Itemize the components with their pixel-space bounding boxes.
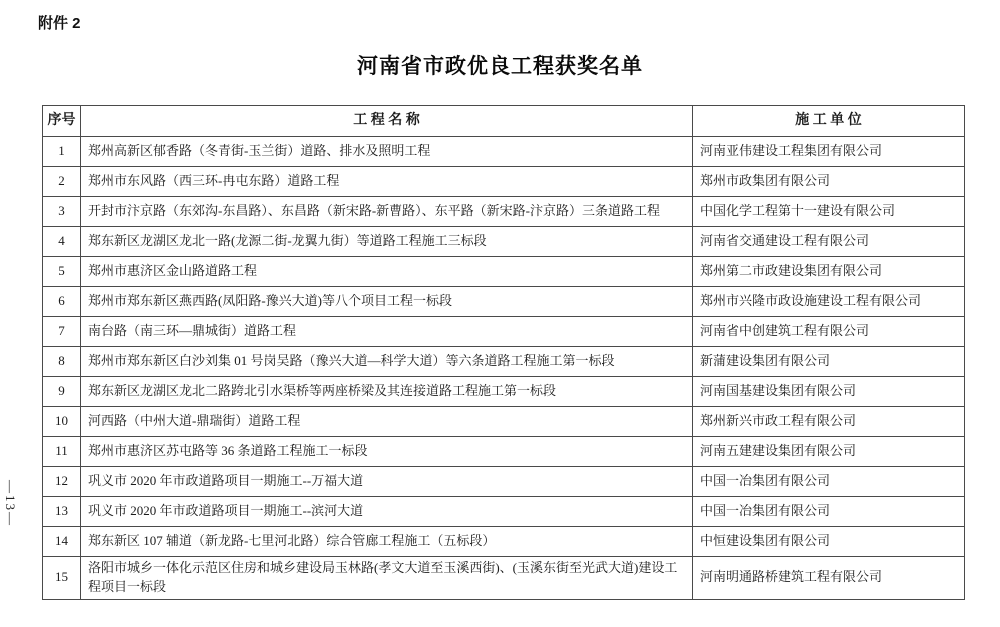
company-name: 河南省中创建筑工程有限公司 [693, 317, 965, 347]
row-number: 4 [43, 227, 81, 257]
table-row [43, 497, 965, 527]
table-row [43, 227, 965, 257]
page-title: 河南省市政优良工程获奖名单 [357, 55, 643, 78]
company-name: 河南亚伟建设工程集团有限公司 [693, 137, 965, 167]
project-name: 郑州市惠济区金山路道路工程 [81, 257, 693, 287]
column-header-company: 施 工 单 位 [693, 106, 965, 137]
company-name: 中国一冶集团有限公司 [693, 497, 965, 527]
row-number: 14 [43, 527, 81, 557]
row-number: 6 [43, 287, 81, 317]
project-name: 洛阳市城乡一体化示范区住房和城乡建设局玉林路(孝文大道至玉溪西街)、(玉溪东街至光武大道)建设工程项目一标段 [81, 557, 693, 600]
project-name: 巩义市 2020 年市政道路项目一期施工--滨河大道 [81, 497, 693, 527]
table-row [43, 377, 965, 407]
table-row [43, 557, 965, 600]
company-name: 中国化学工程第十一建设有限公司 [693, 197, 965, 227]
project-name: 郑州市惠济区苏屯路等 36 条道路工程施工一标段 [81, 437, 693, 467]
table-row [43, 317, 965, 347]
company-name: 中国一冶集团有限公司 [693, 467, 965, 497]
table-row [43, 347, 965, 377]
row-number: 7 [43, 317, 81, 347]
project-name: 郑州市郑东新区白沙刘集 01 号岗吴路（豫兴大道—科学大道）等六条道路工程施工第一标段 [81, 347, 693, 377]
project-name: 郑东新区龙湖区龙北一路(龙源二街-龙翼九街）等道路工程施工三标段 [81, 227, 693, 257]
table-row [43, 137, 965, 167]
project-name: 郑州高新区郁香路（冬青街-玉兰街）道路、排水及照明工程 [81, 137, 693, 167]
row-number: 5 [43, 257, 81, 287]
row-number: 13 [43, 497, 81, 527]
row-number: 10 [43, 407, 81, 437]
table-row [43, 167, 965, 197]
table-row [43, 197, 965, 227]
project-name: 郑东新区龙湖区龙北二路跨北引水渠桥等两座桥梁及其连接道路工程施工第一标段 [81, 377, 693, 407]
row-number: 8 [43, 347, 81, 377]
company-name: 河南五建建设集团有限公司 [693, 437, 965, 467]
company-name: 郑州市兴隆市政设施建设工程有限公司 [693, 287, 965, 317]
row-number: 11 [43, 437, 81, 467]
company-name: 河南国基建设集团有限公司 [693, 377, 965, 407]
project-name: 郑东新区 107 辅道（新龙路-七里河北路）综合管廊工程施工（五标段） [81, 527, 693, 557]
project-name: 河西路（中州大道-鼎瑞街）道路工程 [81, 407, 693, 437]
company-name: 郑州市政集团有限公司 [693, 167, 965, 197]
attachment-label: 附件 2 [38, 15, 81, 32]
table-row [43, 287, 965, 317]
table-row [43, 257, 965, 287]
project-name: 南台路（南三环—鼎城街）道路工程 [81, 317, 693, 347]
company-name: 中恒建设集团有限公司 [693, 527, 965, 557]
row-number: 1 [43, 137, 81, 167]
project-name: 郑州市郑东新区燕西路(凤阳路-豫兴大道)等八个项目工程一标段 [81, 287, 693, 317]
table-header-row [43, 106, 965, 137]
row-number: 15 [43, 557, 81, 600]
column-header-no: 序号 [43, 106, 81, 137]
project-name: 开封市汴京路（东郊沟-东昌路）、东昌路（新宋路-新曹路）、东平路（新宋路-汴京路）三条道路工程 [81, 197, 693, 227]
table-row [43, 407, 965, 437]
row-number: 2 [43, 167, 81, 197]
column-header-project: 工 程 名 称 [81, 106, 693, 137]
row-number: 9 [43, 377, 81, 407]
company-name: 新蒲建设集团有限公司 [693, 347, 965, 377]
project-name: 郑州市东风路（西三环-冉屯东路）道路工程 [81, 167, 693, 197]
company-name: 河南明通路桥建筑工程有限公司 [693, 557, 965, 600]
company-name: 河南省交通建设工程有限公司 [693, 227, 965, 257]
company-name: 郑州新兴市政工程有限公司 [693, 407, 965, 437]
table-row [43, 437, 965, 467]
table-row [43, 527, 965, 557]
row-number: 3 [43, 197, 81, 227]
table-row [43, 467, 965, 497]
company-name: 郑州第二市政建设集团有限公司 [693, 257, 965, 287]
project-name: 巩义市 2020 年市政道路项目一期施工--万福大道 [81, 467, 693, 497]
row-number: 12 [43, 467, 81, 497]
page-number: —13— [3, 480, 18, 527]
awards-table [42, 105, 965, 600]
